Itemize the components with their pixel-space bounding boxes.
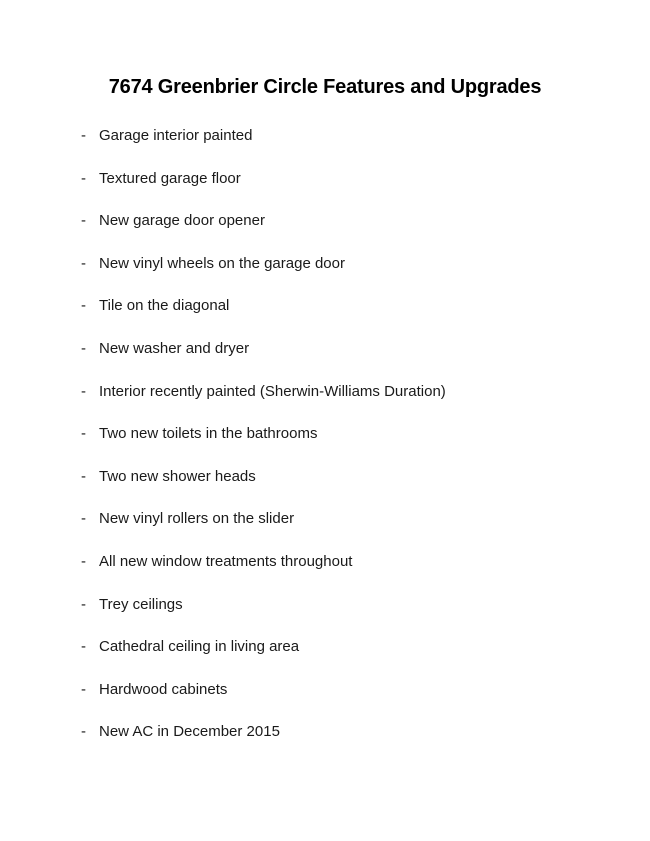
list-item (0, 170, 650, 213)
list-item-text: New garage door opener (99, 212, 265, 230)
list-item-text: New vinyl wheels on the garage door (99, 254, 345, 272)
list-item-text: New washer and dryer (99, 339, 250, 357)
list-item-text: Trey ceilings (99, 595, 183, 613)
list-item (0, 553, 650, 596)
list-item-text: Garage interior painted (99, 127, 253, 144)
list-bullet: - (81, 552, 86, 570)
list-bullet: - (81, 297, 86, 315)
list-item (0, 596, 650, 639)
list-item-text: Two new toilets in the bathrooms (99, 425, 318, 443)
list-bullet: - (81, 467, 86, 485)
list-bullet: - (81, 169, 86, 187)
list-bullet: - (81, 638, 86, 656)
list-item-text: Two new shower heads (99, 467, 256, 485)
list-bullet: - (81, 382, 86, 400)
list-bullet: - (81, 425, 86, 443)
list-item (0, 297, 650, 340)
list-bullet: - (81, 339, 86, 357)
list-item (0, 255, 650, 298)
list-item-text: Interior recently painted (Sherwin-Williams Duration) (99, 382, 446, 400)
list-item (0, 340, 650, 383)
list-item (0, 383, 650, 426)
list-item (0, 681, 650, 724)
list-item (0, 723, 650, 766)
page-title: 7674 Greenbrier Circle Features and Upgrades (108, 76, 542, 98)
list-item (0, 425, 650, 468)
list-bullet: - (81, 212, 86, 230)
list-item-text: Cathedral ceiling in living area (99, 638, 300, 656)
list-item (0, 510, 650, 553)
list-bullet: - (81, 510, 86, 528)
list-item (0, 127, 650, 170)
list-item-text: New AC in December 2015 (99, 723, 280, 741)
list-item (0, 468, 650, 511)
list-item-text: Tile on the diagonal (99, 297, 230, 315)
list-bullet: - (81, 595, 86, 613)
list-bullet: - (81, 723, 86, 741)
list-bullet: - (81, 127, 86, 144)
list-item-text: New vinyl rollers on the slider (99, 510, 295, 528)
list-item (0, 638, 650, 681)
list-bullet: - (81, 254, 86, 272)
list-item-text: Hardwood cabinets (99, 680, 228, 698)
list-bullet: - (81, 680, 86, 698)
list-item-text: Textured garage floor (99, 169, 241, 187)
list-item (0, 212, 650, 255)
features-list (0, 127, 650, 766)
list-item-text: All new window treatments throughout (99, 552, 353, 570)
